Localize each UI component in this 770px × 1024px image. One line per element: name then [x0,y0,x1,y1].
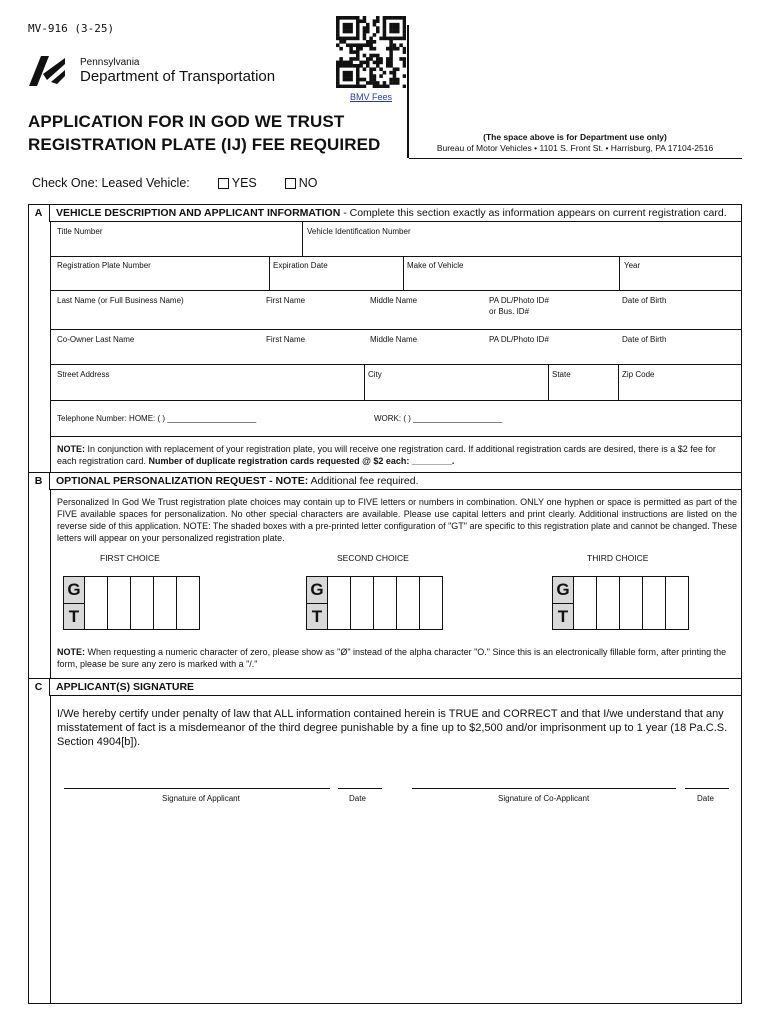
vin-label: Vehicle Identification Number [307,227,411,236]
agency-name: Department of Transportation [80,68,276,85]
co-owner-last-label: Co-Owner Last Name [57,335,135,344]
row1-rule [50,256,742,257]
preprinted-letter: G [307,577,327,604]
applicant-date-label: Date [349,794,366,803]
year-label: Year [624,261,641,270]
preprinted-letter: T [557,607,569,626]
section-c-left-border [50,696,51,1004]
plate-char-input[interactable] [177,576,200,630]
row6-rule [50,436,742,437]
section-b-note-text: When requesting a numeric character of zero, please show as "Ø" instead of the alpha character "O." Since this is an electronically fillable form, after printing the form, please be sure any zero is marked with a "/." [57,647,727,669]
co-first-name-label: First Name [266,335,306,344]
section-b-header [50,472,742,490]
coapplicant-date-line[interactable] [685,788,729,789]
section-b-instructions: Personalized In God We Trust registration plate choices may contain up to FIVE letters or numbers in combination. ONLY one hyphen or space is permitted as part of the FIVE available spaces for personalization. No other special characters are available. Please use capital letters and print clearly. Additional instructions are listed on the reverse side of this application. NOTE: The shaded boxes with a pre-printed letter configuration of "GT" are specific to this registration plate and cannot be changed. These letters will appear on your personalized registration plate. [57,497,737,543]
home-phone-label: Telephone Number: HOME: ( ) ____________________ [57,414,257,423]
middle-name-label: Middle Name [370,296,418,305]
second-choice-label: SECOND CHOICE [337,553,409,563]
applicant-signature-line[interactable] [64,788,330,789]
section-a-letter: A [28,204,50,222]
section-b-note [57,646,737,670]
co-pa-dl-label: PA DL/Photo ID# [489,335,549,344]
row2-rule [50,290,742,291]
bmv-fees-link[interactable]: BMV Fees [350,92,393,102]
leased-yes-checkbox[interactable] [218,178,229,189]
row5-divider-2 [548,364,549,400]
co-middle-name-label: Middle Name [370,335,418,344]
gt-preprinted [552,576,574,630]
preprinted-letter: T [311,607,323,626]
preprinted-letter: T [68,607,80,626]
plate-char-input[interactable] [597,576,620,630]
work-phone-label: WORK: ( ) ____________________ [374,414,503,423]
plate-char-input[interactable] [643,576,666,630]
dob-label: Date of Birth [622,296,667,305]
section-b-subtitle: Additional fee required. [308,475,419,487]
section-a-title: VEHICLE DESCRIPTION AND APPLICANT INFORMATION [56,207,341,219]
row4-rule [50,364,742,365]
row3-rule [50,329,742,330]
section-b-letter: B [28,472,50,490]
leased-yes-label: YES [231,176,257,190]
plate-char-input[interactable] [85,576,108,630]
applicant-date-line[interactable] [338,788,382,789]
section-a-note-text: In conjunction with replacement of your registration plate, you will receive one registration card. If additional registration cards are desired, there is a $2 fee for each registration card. [57,444,716,466]
city-label: City [368,370,382,379]
second-choice-plate [306,576,443,630]
plate-char-input[interactable] [574,576,597,630]
plate-char-input[interactable] [131,576,154,630]
form-title-line2: REGISTRATION PLATE (IJ) FEE REQUIRED [28,135,381,154]
row5-rule [50,400,742,401]
form-title-line1: APPLICATION FOR IN GOD WE TRUST [28,112,345,131]
plate-char-input[interactable] [351,576,374,630]
bureau-address: Bureau of Motor Vehicles • 1101 S. Front St. • Harrisburg, PA 17104-2516 [436,143,714,153]
plate-char-input[interactable] [620,576,643,630]
title-number-label: Title Number [57,227,103,236]
section-a-note [57,443,737,467]
preprinted-letter: G [64,577,84,604]
plate-char-input[interactable] [420,576,443,630]
row2-divider-2 [403,256,404,290]
plate-char-input[interactable] [374,576,397,630]
state-label: State [552,370,571,379]
plate-number-label: Registration Plate Number [57,261,151,270]
last-name-label: Last Name (or Full Business Name) [57,296,184,305]
duplicate-cards-request: Number of duplicate registration cards requested @ $2 each: ________. [148,456,455,466]
first-name-label: First Name [266,296,306,305]
plate-char-input[interactable] [108,576,131,630]
expiration-label: Expiration Date [273,261,328,270]
street-label: Street Address [57,370,110,379]
form-number: MV-916 (3-25) [28,22,115,35]
header-divider [407,25,409,158]
applicant-signature-label: Signature of Applicant [162,794,240,803]
section-a-subtitle: - Complete this section exactly as information appears on current registration card. [340,207,727,219]
row2-divider-1 [269,256,270,290]
gt-preprinted [63,576,85,630]
leased-vehicle-label: Check One: Leased Vehicle: [32,176,190,190]
plate-char-input[interactable] [154,576,177,630]
leased-vehicle-check [32,176,318,190]
department-use-note: (The space above is for Department use only) [483,132,667,142]
zip-label: Zip Code [622,370,655,379]
section-a-left-border [50,222,51,472]
row5-divider-1 [364,364,365,400]
section-b-title: OPTIONAL PERSONALIZATION REQUEST - NOTE: [56,475,309,487]
agency-state: Pennsylvania [80,57,140,68]
leased-no-checkbox[interactable] [285,178,296,189]
bus-id-label: or Bus. ID# [489,307,530,316]
row5-divider-3 [618,364,619,400]
leased-no-label: NO [298,176,318,190]
section-c-header [50,678,742,696]
section-c-title: APPLICANT(S) SIGNATURE [56,681,195,693]
penndot-logo-icon [27,52,67,88]
third-choice-plate [552,576,689,630]
first-choice-plate [63,576,200,630]
co-dob-label: Date of Birth [622,335,667,344]
section-c-letter: C [28,678,50,696]
row2-divider-3 [619,256,620,290]
plate-char-input[interactable] [666,576,689,630]
preprinted-letter: G [553,577,573,604]
plate-char-input[interactable] [397,576,420,630]
pa-dl-label: PA DL/Photo ID# [489,296,549,305]
section-b-note-label: NOTE: [57,647,85,657]
third-choice-label: THIRD CHOICE [587,553,649,563]
section-b-left-border [50,490,51,678]
section-a-header [50,204,742,222]
make-label: Make of Vehicle [407,261,464,270]
row1-divider [302,222,303,256]
certification-statement: I/We hereby certify under penalty of law that ALL information contained herein is TRUE and CORRECT and that I/we understand that any misstatement of fact is a misdemeanor of the third degree punishable by a fine up to $2,500 and/or imprisonment up to 1 year (18 Pa.C.S. Section 4904[b]). [57,708,728,748]
section-a-note-label: NOTE: [57,444,85,454]
coapplicant-signature-label: Signature of Co-Applicant [498,794,590,803]
gt-preprinted [306,576,328,630]
qr-code-icon [336,16,406,88]
plate-char-input[interactable] [328,576,351,630]
coapplicant-signature-line[interactable] [412,788,676,789]
first-choice-label: FIRST CHOICE [100,553,160,563]
header-rule [409,158,742,159]
coapplicant-date-label: Date [697,794,714,803]
